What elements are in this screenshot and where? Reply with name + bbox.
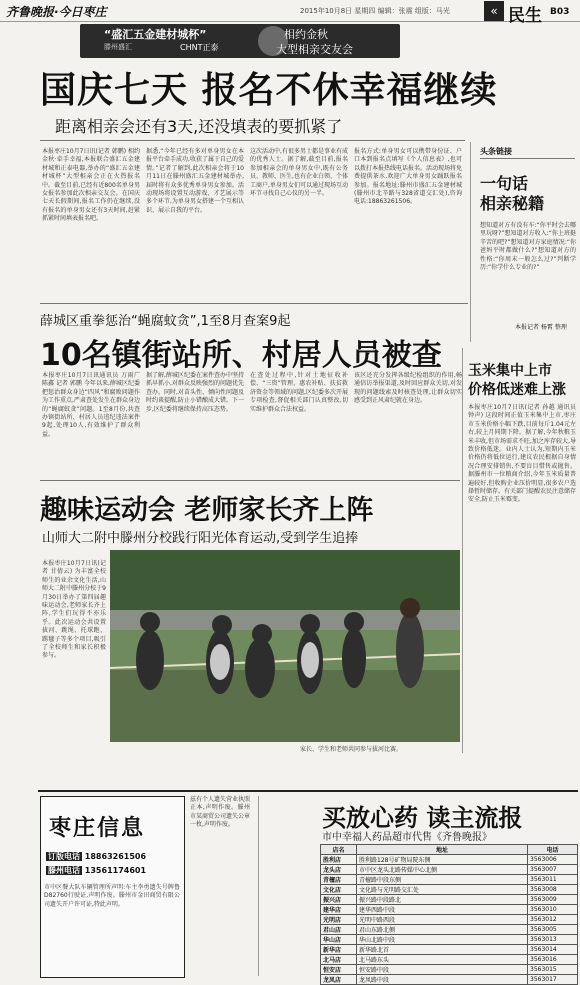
store-name: 龙头店 bbox=[321, 865, 357, 875]
store-address: 新华路北首 bbox=[357, 945, 528, 955]
story2-headline: 10名镇街站所、村居人员被查 bbox=[40, 338, 442, 373]
classified-title: 枣庄信息 bbox=[49, 816, 146, 841]
divider bbox=[470, 142, 471, 342]
banner-brand-1: 滕州盛汇 bbox=[104, 43, 132, 51]
divider bbox=[462, 348, 463, 753]
chevron-left-icon: « bbox=[484, 1, 504, 21]
phone-2-label: 滕州电话 bbox=[48, 866, 80, 875]
date-line: 2015年10月8日 星期四 编辑：张震 组版：马光 bbox=[300, 7, 450, 15]
table-header-row bbox=[321, 845, 578, 855]
store-phone: 3563015 bbox=[528, 965, 578, 975]
divider bbox=[38, 790, 578, 792]
store-name: 君山店 bbox=[321, 925, 357, 935]
story3-headline: 趣味运动会 老师家长齐上阵 bbox=[40, 495, 374, 526]
banner-event: 大型相亲交友会 bbox=[276, 43, 353, 56]
column-header: 店名 bbox=[321, 845, 357, 855]
phone-1-label: 订版电话 bbox=[48, 852, 80, 861]
store-address: 君山东路北侧 bbox=[357, 925, 528, 935]
page-number: B03 bbox=[550, 7, 570, 17]
store-name: 建华店 bbox=[321, 905, 357, 915]
store-address: 北马路东头 bbox=[357, 955, 528, 965]
table-row bbox=[321, 955, 578, 965]
lead-column-1: 本报枣庄10月7日讯(记者 韩鹏) 相约金秋·牵手幸福,本报联合盛汇五金建材城和正泰电器,举办的“盛汇五金建材城杯”大型相亲会正在火热报名中。截至目前,已经有近800名单身男女报名参加此次相亲交友会。在国庆七天长假期间,报名工作仍在继续,没有报名的单身男女还有3天时间,赶紧抓紧时间填表报名吧。 bbox=[42, 148, 140, 223]
drugstore-table bbox=[320, 844, 578, 985]
classified-text-2: 兹有个人遗失营业执照正本,声明作废。滕州市某商贸公司遗失公章一枚,声明作废。 bbox=[190, 796, 251, 829]
ad-phone-1 bbox=[46, 851, 146, 862]
table-row bbox=[321, 885, 578, 895]
table-row bbox=[321, 875, 578, 885]
lead-subhead: 距离相亲会还有3天,还没填表的要抓紧了 bbox=[55, 117, 343, 136]
store-phone: 3563010 bbox=[528, 905, 578, 915]
sidebar-text: 想知道对方有没有车:“你平时会去哪里玩呀?”想知道对方收入:“你上班挺辛苦的吧?”想知道对方家庭情况:“你爸妈平时都做什么?”想知道对方的性格:“你周末一般怎么过?”判断学历:“你学什么专业的?” bbox=[480, 222, 576, 272]
story2-column-4: 该区还充分发挥各级纪检组织的作用,畅通信访举报渠道,及时回应群众关切,对发现的问题线索及时核查处理,让群众切实感受到正风肃纪就在身边。 bbox=[354, 372, 462, 405]
lead-headline: 国庆七天 报名不休幸福继续 bbox=[40, 70, 498, 111]
table-row bbox=[321, 865, 578, 875]
story3-subhead: 山师大二附中滕州分校践行阳光体育运动,受到学生追捧 bbox=[42, 531, 359, 546]
store-phone: 3563009 bbox=[528, 895, 578, 905]
table-row bbox=[321, 965, 578, 975]
store-address: 振兴路中段路北 bbox=[357, 895, 528, 905]
store-address: 建华西路中段 bbox=[357, 905, 528, 915]
store-phone: 3563007 bbox=[528, 865, 578, 875]
divider bbox=[258, 796, 259, 976]
classified-text-1: 市中区餐大队车辆管理所声明:车主李勇遗失号牌鲁D82760行驶证,声明作废。滕州市金田商贸有限公司遗失开户许可证,特此声明。 bbox=[44, 884, 180, 908]
story2-column-1: 本报枣庄10月7日讯通讯员 万雨广 陈鑫 记者 郭鹏 今年以来,薛城区纪委把惩治群众身边“四风”和腐败问题作为工作重点,严肃查处发生在群众身边的“蝇腐蚊贪”问题。1至8月份,共查办镇街站所、村居人员违纪违法案件9起,处理10人,有效维护了群众利益。 bbox=[42, 372, 140, 438]
drugstore-subhead: 市中幸福人药品超市代售《齐鲁晚报》 bbox=[322, 832, 492, 843]
store-phone: 3563005 bbox=[528, 925, 578, 935]
table-row bbox=[321, 925, 578, 935]
store-name: 华山店 bbox=[321, 935, 357, 945]
store-name: 龙凤店 bbox=[321, 975, 357, 985]
store-name: 青檀店 bbox=[321, 875, 357, 885]
store-name: 文化店 bbox=[321, 885, 357, 895]
store-address: 华山北路中段 bbox=[357, 935, 528, 945]
table-row bbox=[321, 905, 578, 915]
lead-column-4: 报名方式:单身男女可以携带身份证、户口本到报名点填写《个人信息表》,也可以拨打本报热线电话报名。活动现场将免费提供茶水,欢迎广大单身男女踊跃报名参加。报名地址:滕州市盛汇五金建材城(滕州市北辛路与328省道交汇处),咨询电话:18863261506。 bbox=[354, 148, 463, 206]
corn-text: 本报枣庄10月7日讯(记者 孙越 通讯员 钟声) 这段时间正值玉米集中上市,枣庄市玉米价格小幅下跌,目前每斤1.04元左右,较上月同期下降。据了解,今年秋粮玉米丰收,但市场需求不旺,加之库存较大,导致价格低迷。业内人士认为,短期内玉米价格仍将低位运行,建议农民根据自身情况合理安排销售,不要盲目惜售或抛售。据滕州市一位粮商介绍,今年玉米质量普遍较好,但收购企业压价明显,很多农户选择暂时储存。有关部门提醒农民注意储存安全,防止玉米霉变。 bbox=[468, 404, 577, 504]
banner-slogan: 相约金秋 bbox=[284, 28, 328, 41]
ad-phone-2 bbox=[46, 865, 146, 876]
store-name: 北马店 bbox=[321, 955, 357, 965]
table-row bbox=[321, 935, 578, 945]
lead-column-2: 据悉,“今年已经有多对单身男女在本报平台牵手成功,收获了属于自己的爱情。”记者了解到,此次相亲会将于10月11日在滕州盛汇五金建材城举办,届时将有众多优秀单身男女参加。活动现场将设置互动游戏、才艺展示等多个环节,为单身男女搭建一个互相认识、展示自我的平台。 bbox=[146, 148, 244, 214]
store-phone: 3563017 bbox=[528, 975, 578, 985]
story3-text: 本报枣庄10月7日讯(记者 甘倩云) 为丰富全校师生的业余文化生活,山师大二附中滕州分校于9月30日举办了第四届趣味运动会,老师家长齐上阵,学生们玩得不亦乐乎。此次运动会共设置拔河、跳绳、托球跑、踢毽子等多个项目,吸引了全校师生和家长积极参与。 bbox=[42, 560, 106, 660]
store-name: 光明店 bbox=[321, 915, 357, 925]
table-row bbox=[321, 975, 578, 985]
store-address: 文化路与光明路交汇处 bbox=[357, 885, 528, 895]
store-phone: 3563008 bbox=[528, 885, 578, 895]
store-address: 青檀路中段东侧 bbox=[357, 875, 528, 885]
corn-headline: 玉米集中上市 价格低迷难上涨 bbox=[468, 363, 566, 398]
store-address: 市中区龙头北路传媒中心北侧 bbox=[357, 865, 528, 875]
store-name: 胜利店 bbox=[321, 855, 357, 865]
store-phone: 3563011 bbox=[528, 875, 578, 885]
store-name: 恒安店 bbox=[321, 965, 357, 975]
event-banner bbox=[80, 24, 400, 58]
table-row bbox=[321, 915, 578, 925]
story2-column-2: 据了解,薛城区纪委在案件查办中坚持抓早抓小,对群众反映强烈的问题优先查办。同时,对苗头性、倾向性问题及时约谈提醒,防止小错酿成大错。下一步,区纪委将继续保持高压态势。 bbox=[146, 372, 244, 413]
store-address: 光明中路西段 bbox=[357, 915, 528, 925]
column-header: 地址 bbox=[357, 845, 528, 855]
photo-caption: 家长、学生和老师共同参与拔河比赛。 bbox=[300, 746, 403, 753]
store-name: 新华店 bbox=[321, 945, 357, 955]
banner-sponsor: “盛汇五金建材城杯” bbox=[104, 28, 207, 41]
store-phone: 3563016 bbox=[528, 955, 578, 965]
banner-brand-2: CHNT正泰 bbox=[180, 43, 219, 52]
sidebar-section-label: 头条链接 bbox=[480, 147, 512, 156]
story2-column-3: 在查处过程中,针对土地征收补偿、“三资”管理、惠农补贴、扶贫救济资金等领域的问题,区纪委多次开展专项检查,督促相关部门认真整改,切实维护群众合法权益。 bbox=[250, 372, 348, 413]
section-name: 民生 bbox=[508, 6, 542, 26]
lead-column-3: 这次活动中,有很多男士都是事业有成的优秀人士。据了解,截至目前,报名参加相亲会的单身男女中,既有公务员、教师、医生,也有企业白领、个体工商户,单身男女们可以通过现场互动环节寻找自己心仪的另一半。 bbox=[250, 148, 348, 198]
section-header bbox=[484, 1, 576, 26]
drugstore-headline: 买放心药 读主流报 bbox=[322, 804, 523, 832]
store-address: 恒安路中段 bbox=[357, 965, 528, 975]
newspaper-logo: 齐鲁晚报·今日枣庄 bbox=[6, 5, 107, 19]
phone-2-number: 13561174601 bbox=[84, 866, 147, 875]
divider bbox=[480, 158, 575, 159]
store-address: 胜利路128号矿物局院东侧 bbox=[357, 855, 528, 865]
store-phone: 3563013 bbox=[528, 935, 578, 945]
store-name: 振兴店 bbox=[321, 895, 357, 905]
store-phone: 3563006 bbox=[528, 855, 578, 865]
phone-1-number: 18863261506 bbox=[84, 852, 147, 861]
table-row bbox=[321, 895, 578, 905]
sidebar-title: 一句话 相亲秘籍 bbox=[480, 174, 545, 213]
masthead bbox=[0, 0, 580, 26]
table-row bbox=[321, 855, 578, 865]
store-address: 龙凤路中段 bbox=[357, 975, 528, 985]
divider bbox=[40, 480, 460, 481]
story2-kicker: 薛城区重拳惩治“蝇腐蚊贪”,1至8月查案9起 bbox=[40, 314, 291, 329]
divider bbox=[40, 140, 465, 141]
store-phone: 3563012 bbox=[528, 915, 578, 925]
divider bbox=[40, 303, 468, 304]
store-phone: 3563014 bbox=[528, 945, 578, 955]
tug-of-war-photo bbox=[110, 550, 460, 742]
sidebar-author: 本报记者 杨霄 整理 bbox=[515, 324, 567, 331]
column-header: 电话 bbox=[528, 845, 578, 855]
table-row bbox=[321, 945, 578, 955]
